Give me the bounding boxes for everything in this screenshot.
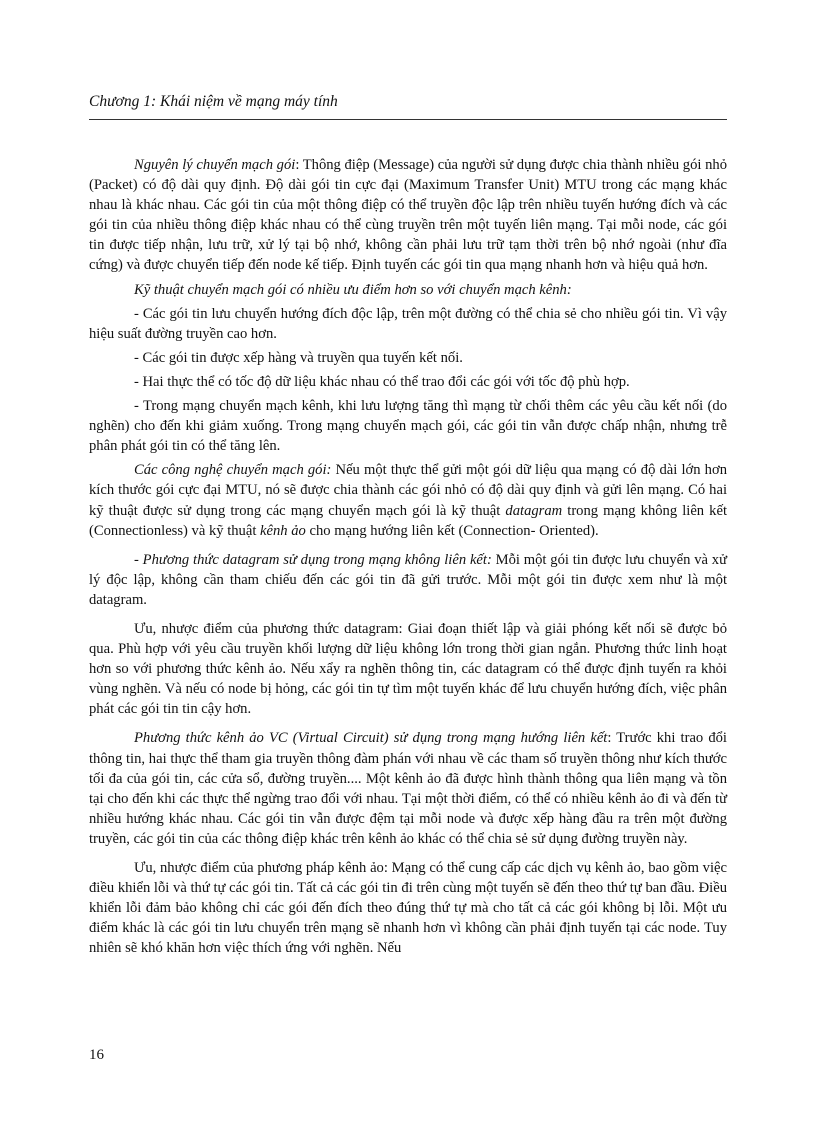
paragraph-lead-term: Các công nghệ chuyển mạch gói: (134, 462, 332, 479)
paragraph-text: trong mạng không liên kết (Connectionless) và kỹ thuật (89, 502, 728, 539)
paragraph-packet-switching-principle (89, 155, 727, 276)
paragraph-datagram-method (89, 550, 727, 610)
document-body (89, 155, 727, 962)
term-datagram: datagram (505, 502, 563, 519)
paragraph-text: : Thông điệp (Message) của người sử dụng được chia thành nhiều gói nhỏ (Packet) có độ dài quy định. Độ dài gói tin cực đại (Maximum Transfer Unit) MTU trong các mạng khác nhau là khác nhau. Các gói tin của một thông điệp có thể truyền độc lập trên nhiều tuyến hướng đích và các gói tin của nhiều thông điệp khác nhau có thể cùng truyền trên một tuyến liên mạng. Tại mỗi node, các gói tin được tiếp nhận, lưu trữ, xử lý tại bộ nhớ, không cần phải lưu trữ tạm thời trên bộ nhớ ngoài (như đĩa cứng) và được chuyển tiếp đến node kế tiếp. Định tuyến các gói tin qua mạng nhanh hơn và hiệu quả hơn. (89, 157, 727, 274)
page-number: 16 (89, 1047, 104, 1063)
paragraph-advantages-heading: Kỹ thuật chuyển mạch gói có nhiều ưu điểm hơn so với chuyển mạch kênh: (134, 281, 572, 298)
term-virtual-circuit: kênh ảo (260, 522, 306, 539)
paragraph-text: : Trước khi trao đổi thông tin, hai thực thể tham gia truyền thông đàm phán với nhau về các tham số truyền thông như kích thước tối đa của gói tin, các cửa sổ, đường truyền.... Một kênh ảo đã được hình thành thông qua liên mạng và tồn tại cho đến khi các thực thể ngừng trao đổi với nhau. Tại một thời điểm, có thể có nhiều kênh ảo đi và đến từ nhiều hướng khác nhau. Các gói tin vẫn được đệm tại mỗi node và được xếp hàng đầu ra trên một đường truyền, các gói tin của các thông điệp khác trên kênh ảo khác có thể chia sẻ sử dụng đường truyền này. (89, 730, 727, 847)
paragraph-virtual-circuit-pros-cons: Ưu, nhược điểm của phương pháp kênh ảo: Mạng có thể cung cấp các dịch vụ kênh ảo, bao gồm việc điều khiển lỗi và thứ tự các gói tin. Tất cả các gói tin đi trên cùng một tuyến sẽ đến theo thứ tự ban đầu. Điều khiển lỗi đảm bảo không chỉ các gói đến đích theo đúng thứ tự mà cho tất cả các gói không bị lỗi. Một ưu điểm khác là các gói tin lưu chuyển trên mạng sẽ nhanh hơn vì không cần phải định tuyến tại các node. Tuy nhiên sẽ khó khăn hơn việc thích ứng với nghẽn. Nếu (89, 860, 727, 957)
paragraph-datagram-pros-cons: Ưu, nhược điểm của phương thức datagram: Giai đoạn thiết lập và giải phóng kết nối sẽ được bỏ qua. Phù hợp với yêu cầu truyền khối lượng dữ liệu không lớn trong thời gian ngắn. Phương thức linh hoạt hơn so với phương thức kênh ảo. Nếu xẩy ra nghẽn thông tin, các datagram có thể được định tuyến ra khỏi vùng nghẽn. Và nếu có node bị hỏng, các gói tin tự tìm một tuyến khác để lưu chuyển hướng đích, việc phân phát các gói tin tin cậy hơn. (89, 620, 727, 718)
list-item-advantage-1: - Các gói tin lưu chuyển hướng đích độc lập, trên một đường có thể chia sẻ cho nhiều gói tin. Vì vậy hiệu suất đường truyền cao hơn. (89, 305, 727, 342)
header-divider (89, 119, 727, 120)
page-header-title: Chương 1: Khái niệm về mạng máy tính (89, 93, 338, 110)
paragraph-text: Nếu một thực thể gửi một gói dữ liệu qua mạng có độ dài lớn hơn kích thước gói cực đại MTU, nó sẽ được chia thành các gói nhỏ có độ dài quy định và gửi lên mạng. Có hai kỹ thuật được sử dụng trong các mạng chuyển mạch gói là kỹ thuật (89, 462, 727, 519)
paragraph-text: cho mạng hướng liên kết (Connection- Oriented). (305, 522, 599, 539)
list-item-advantage-2: - Các gói tin được xếp hàng và truyền qua tuyến kết nối. (134, 349, 463, 366)
paragraph-text: Mỗi một gói tin được lưu chuyển và xử lý độc lập, không cần tham chiếu đến các gói tin đã gửi trước. Mỗi một gói tin được xem như là một datagram. (89, 551, 727, 608)
paragraph-virtual-circuit-method (89, 728, 727, 849)
paragraph-lead-term: - Phương thức datagram sử dụng trong mạng không liên kết: (134, 551, 492, 568)
list-item-advantage-4: - Trong mạng chuyển mạch kênh, khi lưu lượng tăng thì mạng từ chối thêm các yêu cầu kết nối (do nghẽn) cho đến khi giảm xuống. Trong mạng chuyển mạch gói, các gói tin vẫn được chấp nhận, nhưng trễ phân phát gói tin có thể tăng lên. (89, 398, 727, 455)
paragraph-lead-term: Phương thức kênh ảo VC (Virtual Circuit) sử dụng trong mạng hướng liên kết (134, 730, 608, 747)
paragraph-lead-term: Nguyên lý chuyển mạch gói (134, 157, 296, 173)
list-item-advantage-3: - Hai thực thể có tốc độ dữ liệu khác nhau có thể trao đổi các gói với tốc độ phù hợp. (134, 373, 630, 390)
paragraph-packet-switching-technologies (89, 460, 727, 540)
